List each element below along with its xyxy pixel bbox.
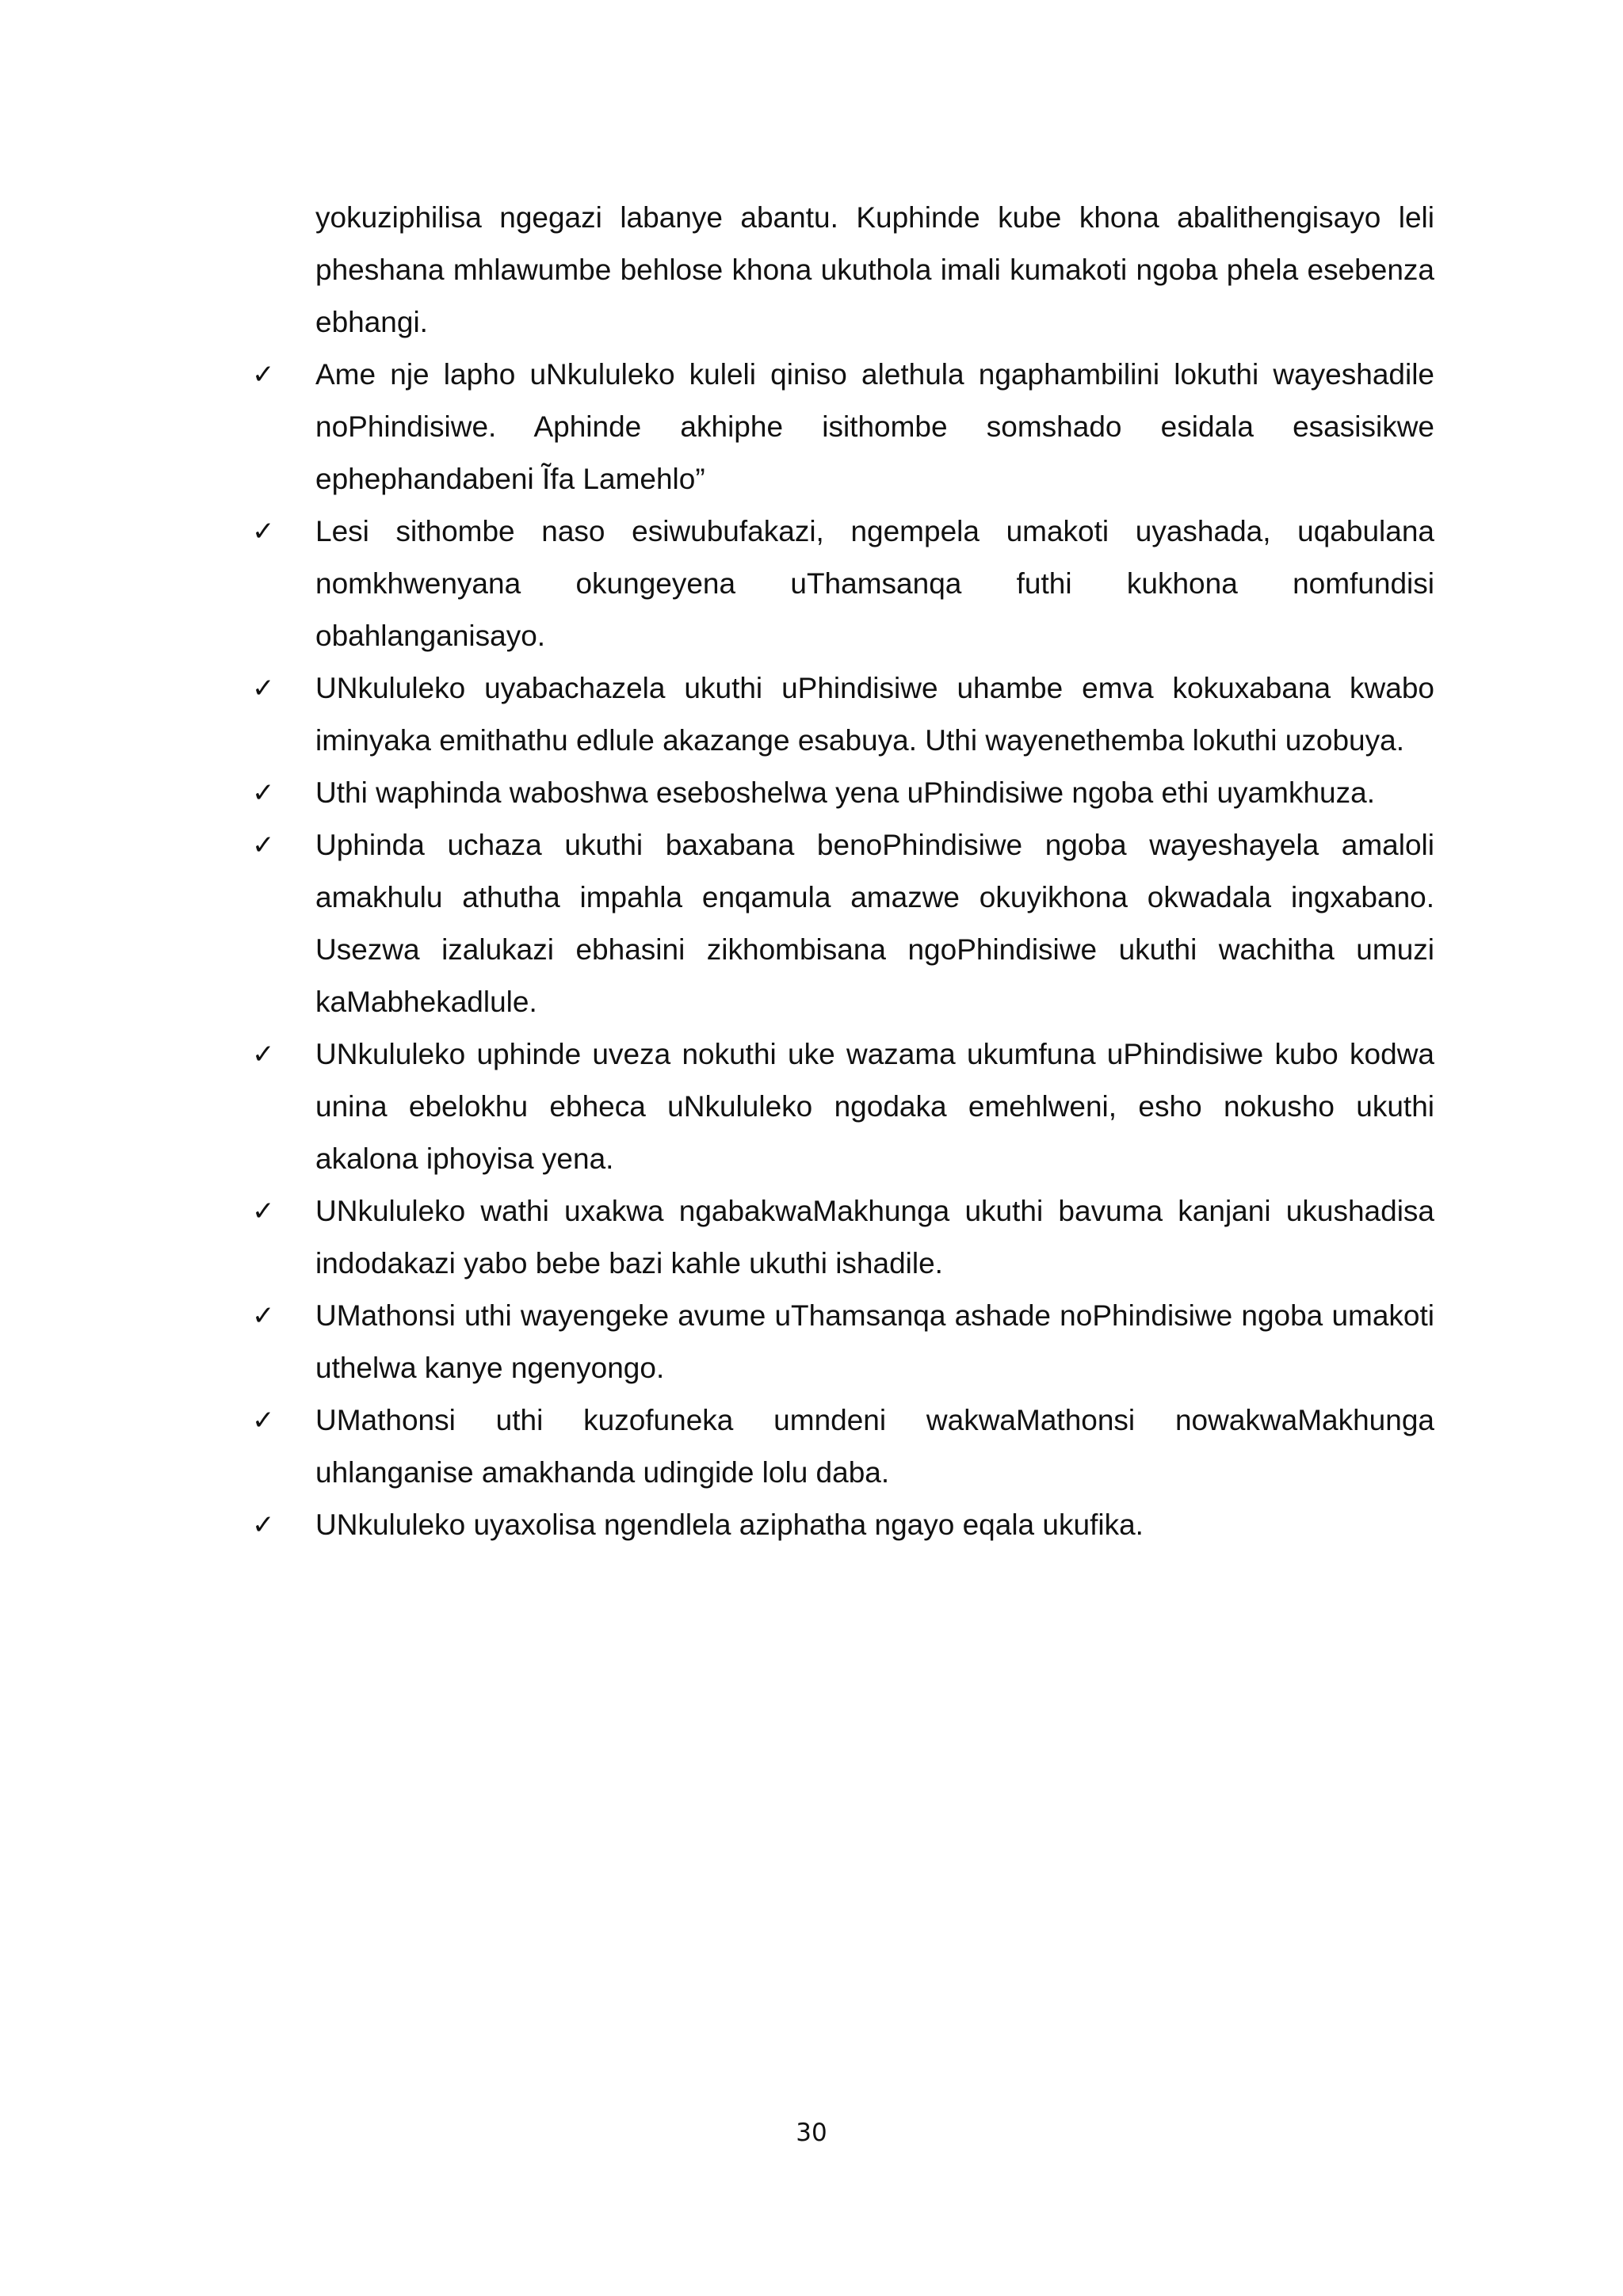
check-mark-icon: ✓ — [252, 359, 275, 391]
check-mark-icon: ✓ — [252, 1509, 275, 1541]
list-item — [252, 767, 1434, 819]
list-item — [252, 505, 1434, 662]
check-mark-icon: ✓ — [252, 673, 275, 704]
continuation-paragraph: yokuziphilisa ngegazi labanye abantu. Kuphinde kube khona abalithengisayo leli pheshana mhlawumbe behlose khona ukuthola imali kumakoti ngoba phela esebenza ebhangi. — [315, 201, 1434, 338]
list-item-text: Uphinda uchaza ukuthi baxabana benoPhindisiwe ngoba wayeshayela amaloli amakhulu athutha impahla enqamula amazwe okuyikhona okwadala ingxabano. Usezwa izalukazi ebhasini zikhombisana ngoPhindisiwe ukuthi wachitha umuzi kaMabhekadlule. — [315, 829, 1434, 1018]
list-item — [252, 1028, 1434, 1185]
list-item-text: UNkululeko wathi uxakwa ngabakwaMakhunga ukuthi bavuma kanjani ukushadisa indodakazi yabo bebe bazi kahle ukuthi ishadile. — [315, 1195, 1434, 1280]
list-item-text: UMathonsi uthi wayengeke avume uThamsanqa ashade noPhindisiwe ngoba umakoti uthelwa kanye ngenyongo. — [315, 1299, 1434, 1384]
check-mark-icon: ✓ — [252, 1196, 275, 1227]
check-mark-icon: ✓ — [252, 1405, 275, 1436]
check-mark-icon: ✓ — [252, 1039, 275, 1070]
check-mark-icon: ✓ — [252, 830, 275, 861]
list-item-text: UNkululeko uyabachazela ukuthi uPhindisiwe uhambe emva kokuxabana kwabo iminyaka emithathu edlule akazange esabuya. Uthi wayenethemba lokuthi uzobuya. — [315, 672, 1434, 757]
list-item-text: UMathonsi uthi kuzofuneka umndeni wakwaMathonsi nowakwaMakhunga uhlanganise amakhanda udingide lolu daba. — [315, 1404, 1434, 1489]
page-number: 30 — [796, 2119, 827, 2147]
list-item — [252, 1394, 1434, 1499]
list-item — [252, 349, 1434, 505]
body-text — [252, 192, 1434, 1551]
checklist — [252, 349, 1434, 1551]
list-item — [252, 819, 1434, 1028]
list-item — [252, 1185, 1434, 1290]
list-item-text: UNkululeko uyaxolisa ngendlela aziphatha ngayo eqala ukufika. — [315, 1508, 1144, 1541]
list-item — [252, 1290, 1434, 1394]
list-item-text: Ame nje lapho uNkululeko kuleli qiniso alethula ngaphambilini lokuthi wayeshadile noPhindisiwe. Aphinde akhiphe isithombe somshado esidala esasisikwe ephephandabeni Ĩfa Lamehlo” — [315, 358, 1434, 495]
check-mark-icon: ✓ — [252, 777, 275, 809]
list-item — [252, 1499, 1434, 1551]
list-item-text: UNkululeko uphinde uveza nokuthi uke wazama ukumfuna uPhindisiwe kubo kodwa unina ebelokhu ebheca uNkululeko ngodaka emehlweni, esho nokusho ukuthi akalona iphoyisa yena. — [315, 1038, 1434, 1175]
list-item — [252, 662, 1434, 767]
list-item-text: Uthi waphinda waboshwa eseboshelwa yena uPhindisiwe ngoba ethi uyamkhuza. — [315, 776, 1375, 809]
check-mark-icon: ✓ — [252, 516, 275, 547]
list-item-text: Lesi sithombe naso esiwubufakazi, ngempela umakoti uyashada, uqabulana nomkhwenyana okungeyena uThamsanqa futhi kukhona nomfundisi obahlanganisayo. — [315, 515, 1434, 652]
check-mark-icon: ✓ — [252, 1300, 275, 1332]
